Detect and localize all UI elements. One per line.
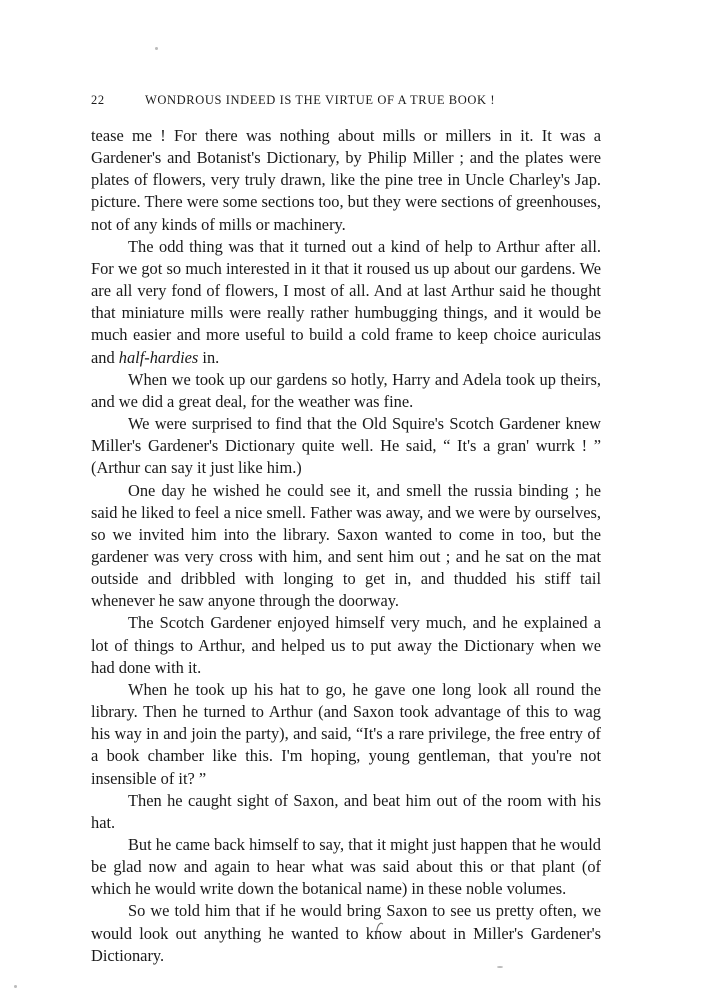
- running-header: [91, 93, 601, 108]
- paragraph-2: [91, 236, 601, 369]
- paragraph-4: We were surprised to find that the Old Squire's Scotch Gardener knew Miller's Gardener's Dictionary quite well. He said, “ It's a gran' wurrk ! ” (Arthur can say it just like him.): [91, 414, 601, 478]
- paragraph-2-end: in.: [198, 347, 220, 367]
- paragraph-1: tease me ! For there was nothing about mills or millers in it. It was a Gardener's and Botanist's Dictionary, by Philip Miller ; and the plates were plates of flowers, very truly drawn, like the pine tree in Uncle Charley's Jap. picture. There were some sections too, but they were sections of greenhouses, not of any kinds of mills or machinery.: [91, 126, 601, 234]
- paragraph-8: Then he caught sight of Saxon, and beat him out of the room with his hat.: [91, 790, 601, 832]
- italic-phrase: half-hardies: [118, 347, 199, 367]
- paper-speck: [14, 985, 17, 988]
- paragraph-5: One day he wished he could see it, and smell the russia binding ; he said he liked to feel a nice smell. Father was away, and we were by ourselves, so we invited him into the library. Saxon wanted to come in too, but the gardener was very cross with him, and sent him out ; and he sat on the mat outside and dribbled with longing to get in, and thudded his stiff tail whenever he saw anyone through the doorway.: [91, 480, 601, 611]
- paper-speck: [497, 966, 503, 968]
- page-number: 22: [91, 93, 105, 107]
- paragraph-10: So we told him that if he would bring Saxon to see us pretty often, we would look out anything he wanted to know about in Miller's Gardener's Dictionary.: [91, 901, 601, 965]
- paper-speck: [155, 47, 158, 50]
- stray-ink-mark: [374, 922, 384, 936]
- paragraph-3: When we took up our gardens so hotly, Harry and Adela took up theirs, and we did a great deal, for the weather was fine.: [91, 369, 601, 411]
- paragraph-2-text: The odd thing was that it turned out a kind of help to Arthur after all. For we got so much interested in it that it roused us up about our gardens. We are all very fond of flowers, I most of all. And at last Arthur said he thought that miniature mills were really rather humbugging things, and it would be much easier and more useful to build a cold frame to keep choice auriculas and: [91, 236, 601, 367]
- paragraph-7: When he took up his hat to go, he gave one long look all round the library. Then he turned to Arthur (and Saxon took advantage of this to wag his way in and join the party), and said, “It's a rare privilege, the free entry of a book chamber like this. I'm hoping, young gentleman, that you're not insensible of it? ”: [91, 679, 601, 788]
- running-title: WONDROUS INDEED IS THE VIRTUE OF A TRUE BOOK !: [145, 93, 496, 107]
- paragraph-6: The Scotch Gardener enjoyed himself very much, and he explained a lot of things to Arthur, and helped us to put away the Dictionary when we had done with it.: [91, 613, 601, 677]
- paragraph-9: But he came back himself to say, that it might just happen that he would be glad now and again to hear what was said about this or that plant (of which he would write down the botanical name) in these noble volumes.: [91, 835, 601, 899]
- body-text: [91, 125, 601, 967]
